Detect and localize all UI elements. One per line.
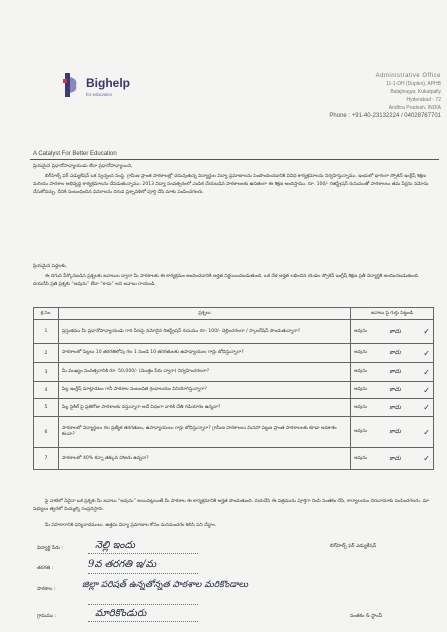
answer-cell[interactable] [351, 320, 434, 344]
village-value[interactable]: మారికొండురు [95, 608, 147, 619]
row-number: 4 [34, 382, 59, 399]
handwritten-answer: కాదు [389, 386, 401, 393]
address-line: Balajinagar, Kukatpally [390, 89, 441, 95]
answer-cell[interactable] [351, 344, 434, 363]
handwritten-answer: కాదు [389, 368, 401, 375]
question-text: పాఠశాలలో పిల్లలు 10 తరగతిలోపు గల 1 నుండి 10 తరగతులకు ఉపాధ్యాయుల గార్లు బోధిస్తున్నారా? [59, 344, 351, 363]
phone-number: Phone : +91-40-23132224 / 04028767701 [329, 113, 441, 119]
column-header: ప్రశ్నలు [59, 308, 351, 320]
table-row [34, 363, 434, 382]
underline [88, 573, 198, 574]
answer-cell[interactable] [351, 363, 434, 382]
answer-yes: అవును [354, 429, 368, 434]
answer-yes: అవును [354, 404, 368, 410]
check-mark-icon: ✓ [423, 454, 430, 463]
second-salutation: ప్రియమైన పెద్దలకు, [33, 264, 67, 269]
row-number: 7 [34, 448, 59, 470]
row-number: 6 [34, 417, 59, 448]
table-row [34, 448, 434, 470]
address-line: Administrative Office [375, 73, 441, 79]
handwritten-answer: కాదు [389, 428, 401, 435]
answer-yes: అవును [354, 350, 368, 355]
question-text: పాఠశాలలో విద్యార్థులు గల ప్రత్యేక తరగతులు, ఉపాధ్యాయులు గార్లు బోధిస్తున్నారా? గ్రామీణ పాఠశాలలు మినహా పట్టణ ప్రాంత పాఠశాలలకు కూడా అవకాశం కలదా? [59, 417, 351, 448]
eligibility-paragraph: ఈ దిగువ పేర్కొనబడిన ప్రశ్నలకు జవాబుల ద్వారా మీ పాఠశాలకు ఈ కార్యక్రమం అందించడానికి అర్హత నిర్ణయించబడుతుంది. ఒక వేళ అర్హత లభించిన యెడల స్పోకెన్ ఇంగ్లీష్ శిక్షణ ప్రతీ విద్యార్థికి అందించబడుతుంది. దయచేసి ప్రతి ప్రశ్నకు “అవును” లేదా “కాదు” అని జవాబు రాయండి. [33, 274, 420, 287]
column-header: క్ర.సం. [34, 308, 59, 320]
student-name-value[interactable]: నెల్లి ఇందు [95, 540, 136, 551]
table-row [34, 382, 434, 399]
questionnaire-table [33, 307, 434, 470]
row-number: 3 [34, 363, 59, 382]
bighelp-logo-icon [63, 73, 79, 97]
handwritten-answer: కాదు [389, 403, 401, 411]
logo-subtitle: for education [86, 92, 113, 97]
salutation: ప్రియమైన ప్రధానోపాధ్యాయుడు లేదా ప్రధానోపాధ్యాయిని, [33, 164, 133, 169]
table-row [34, 344, 434, 363]
organisation-signature-label: బిగ్‌హెల్ప్ ఫర్ ఎడ్యుకేషన్ [330, 544, 377, 549]
check-mark-icon: ✓ [423, 348, 430, 358]
address-line: 11-1-DH (Duplex), APHB [386, 81, 441, 87]
table-header-row [34, 308, 434, 320]
question-text: పిల్ల ఇంగ్లీష్ మాట్లాడటం గానీ పాఠశాల సంబంధిత గ్రంధాలయం వినియోగిస్తున్నారా? [59, 382, 351, 399]
class-value[interactable]: 9వ తరగతి ఇ/మ [88, 559, 157, 570]
row-number: 1 [34, 320, 59, 344]
tagline: A Catalyst For Better Education [33, 151, 117, 157]
address-line: Hyderabad - 72 [406, 97, 441, 103]
school-label: పాఠశాల : [37, 587, 56, 592]
check-mark-icon: ✓ [423, 403, 430, 412]
question-text: పిల్ల సైకిల్ పై ప్రతిరోజు పాఠశాలకు వస్తున్నారా అదే విధంగా వారికి చేతి గడియారం ఉన్నదా? [59, 399, 351, 417]
handwritten-answer: కాదు [389, 454, 401, 462]
underline [88, 621, 198, 622]
village-label: గ్రామము : [37, 614, 57, 619]
answer-yes: అవును [354, 455, 368, 461]
signature-stamp-label: సంతకం & స్టాంప్ [350, 614, 382, 619]
class-label: తరగతి : [37, 566, 54, 571]
address-line: Andhra Pradesh, INDIA [388, 105, 441, 111]
underline [88, 553, 198, 554]
underline [88, 604, 198, 605]
answer-cell[interactable] [351, 417, 434, 448]
check-mark-icon: ✓ [423, 427, 430, 437]
table-row [34, 320, 434, 344]
check-mark-icon: ✓ [423, 385, 430, 395]
answer-yes: అవును [354, 369, 368, 374]
handwritten-answer: కాదు [389, 349, 401, 356]
question-text: పాఠశాలలో 40% కన్నా తక్కువ హాజరు ఉన్నదా? [59, 448, 351, 470]
question-text: మీ ముఖ్యం సంవత్సరానికి రూ. 50,000/- (మొత్తం పేరు ద్వారా) నిర్వహించగలరా? [59, 363, 351, 382]
school-value[interactable]: జిల్లా పరిషత్ ఉన్నతోన్నత పాఠశాల మరికొండాలు [82, 580, 249, 590]
question-text: ప్రస్తుతము మీ ప్రధానోపాధ్యాయుడు గారి పేరుపై నమోదైన రిజిస్ట్రేషన్ రుసుము రూ. 100/- చెల్లించగలరా / స్కాలర్‌షిప్ పొందుతున్నారా? [59, 320, 351, 344]
answer-yes: అవును [354, 328, 368, 334]
row-number: 5 [34, 399, 59, 417]
office-address [329, 72, 441, 120]
closing-paragraph: పై వాటిలో ఏదైనా ఒక ప్రశ్నకు మీ జవాబు “అవును” అయినట్లయితే మీ పాఠశాల ఈ కార్యక్రమానికి అర్హత పొందుతుంది. దయచేసి ఈ పత్రమును పూర్తిగా నింపి సంతకం చేసి, కార్యాలయం చిరునామాకు పంపించగలరు. మా సభ్యులు త్వరలో మిమ్మల్ని సంప్రదిస్తారు. [33, 499, 429, 512]
header-divider [30, 159, 439, 160]
answer-yes: అవును [354, 387, 368, 392]
column-header: జవాబు పై గుర్తు పెట్టండి [351, 308, 434, 320]
table-row [34, 417, 434, 448]
student-name-label: విద్యార్థి పేరు : [37, 546, 64, 551]
intro-paragraph: బిగ్‌హెల్ప్ ఫర్ ఎడ్యుకేషన్ ఒక స్వచ్ఛంద సంస్థ. గ్రామీణ ప్రాంత పాఠశాలల్లో చదువుతున్న విద్యార్థుల విద్యా ప్రమాణాలను పెంపొందించడానికి వివిధ కార్యక్రమాలను నిర్వహిస్తున్నాము. ఇందులో భాగంగా స్పోకెన్ ఇంగ్లీష్ శిక్షణ మరియు పాఠశాల అభివృద్ధి కార్యక్రమాలను చేపడుతున్నాము. 2013 విద్యా సంవత్సరంలో ఎంపిక చేయబడిన పాఠశాలలకు ఉచితంగా ఈ శిక్షణ అందిస్తాము. రూ. 100/- రిజిస్ట్రేషన్ రుసుముతో పాఠశాలలు తమ పేర్లను నమోదు చేసుకోవచ్చు. దీనికి సంబంధించిన వివరాలను దిగువ ప్రశ్నావళిలో పూర్తి చేసి మాకు పంపించగలరు. [33, 174, 429, 195]
answer-cell[interactable] [351, 382, 434, 399]
handwritten-answer: కాదు [389, 327, 401, 335]
answer-cell[interactable] [351, 399, 434, 417]
check-mark-icon: ✓ [423, 367, 430, 377]
closing-paragraph-2: మీ సహకారానికి ధన్యవాదములు. ఉత్తమ విద్యా ప్రమాణాల కోసం మనమందరం కలిసి పని చేద్దాం. [45, 523, 217, 528]
logo-name: Bighelp [86, 76, 130, 90]
answer-cell[interactable] [351, 448, 434, 470]
table-row [34, 399, 434, 417]
check-mark-icon: ✓ [423, 327, 430, 336]
row-number: 2 [34, 344, 59, 363]
